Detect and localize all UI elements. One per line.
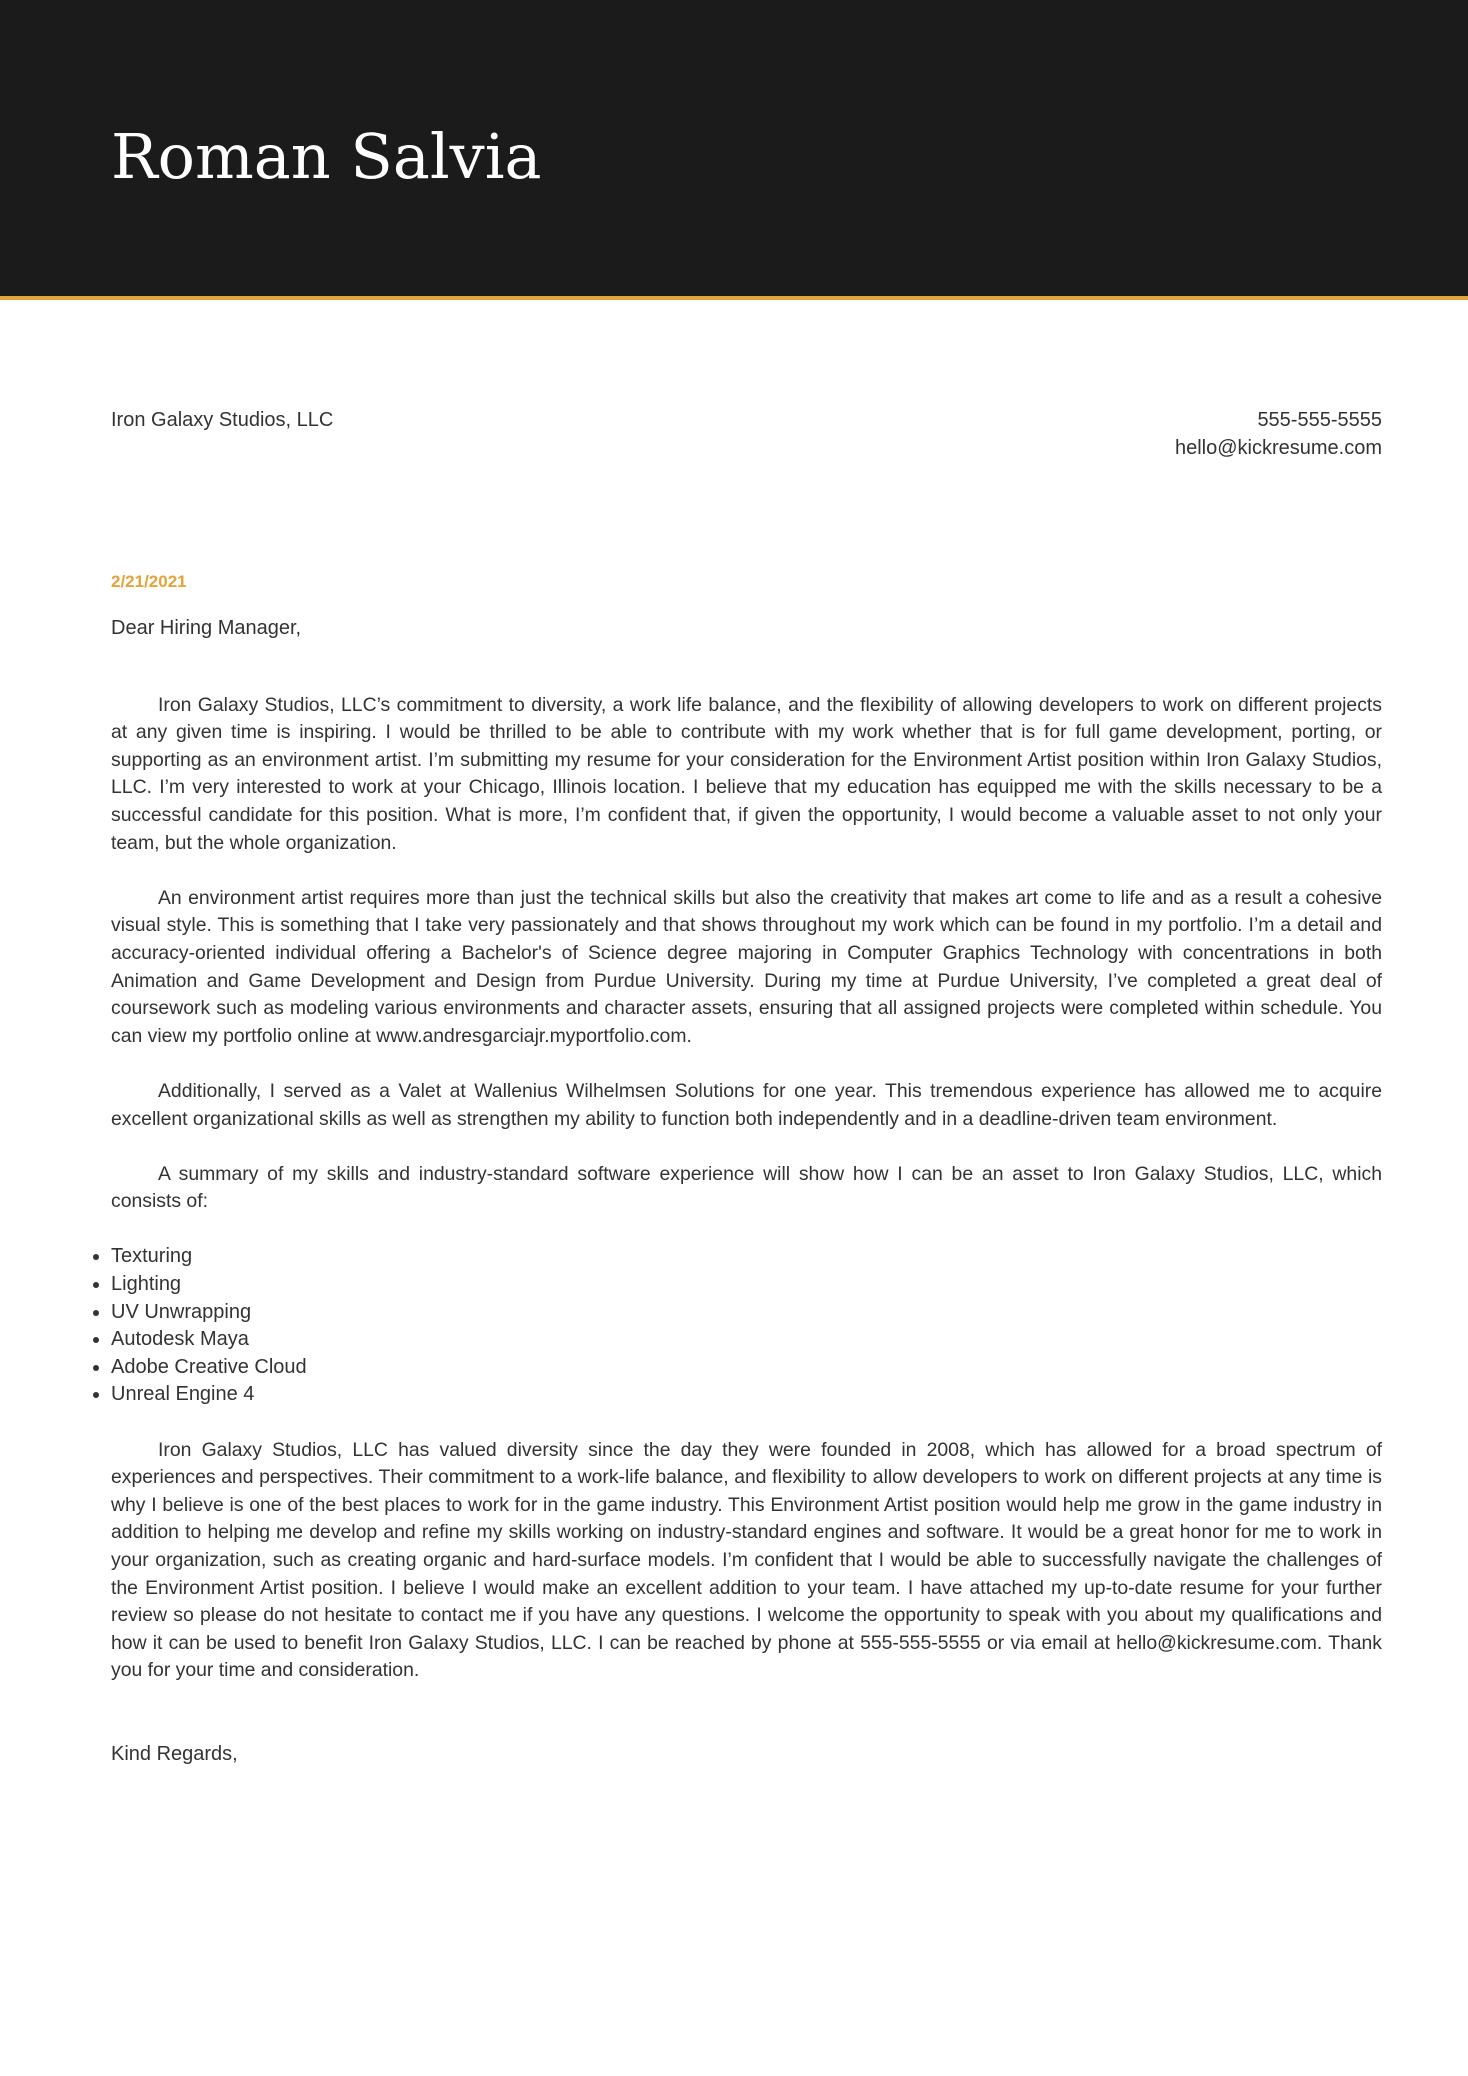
list-item: • Autodesk Maya <box>111 1326 1382 1354</box>
list-item: • Texturing <box>111 1243 1382 1271</box>
author-name: Roman Salvia <box>111 120 542 193</box>
address-row <box>111 407 1382 572</box>
greeting: Dear Hiring Manager, <box>111 617 302 639</box>
list-item: • UV Unwrapping <box>111 1299 1382 1327</box>
paragraph-skills-intro: A summary of my skills and industry-standard software experience will show how I can be an asset to Iron Galaxy Studios, LLC, which consists of: <box>111 1162 1382 1213</box>
skills-list <box>111 1243 1382 1409</box>
list-item: • Lighting <box>111 1271 1382 1299</box>
list-item: • Adobe Creative Cloud <box>111 1354 1382 1382</box>
recipient-company: Iron Galaxy Studios, LLC <box>111 409 334 431</box>
contact-block <box>1175 407 1382 462</box>
header-banner <box>0 0 1468 300</box>
list-item: • Unreal Engine 4 <box>111 1381 1382 1409</box>
paragraph-valet: Additionally, I served as a Valet at Wallenius Wilhelmsen Solutions for one year. This tremendous experience has allowed me to acquire excellent organizational skills as well as strengthen my ability to function both independently and in a deadline-driven team environment. <box>111 1079 1382 1130</box>
paragraph-experience: An environment artist requires more than just the technical skills but also the creativity that makes art come to life and as a result a cohesive visual style. This is something that I take very passionately and that shows throughout my work which can be found in my portfolio. I’m a detail and accuracy-oriented individual offering a Bachelor's of Science degree majoring in Computer Graphics Technology with concentrations in both Animation and Game Development and Design from Purdue University. During my time at Purdue University, I’ve completed a great deal of coursework such as modeling various environments and character assets, ensuring that all assigned projects were completed within schedule. You can view my portfolio online at www.andresgarciajr.myportfolio.com. <box>111 886 1382 1047</box>
paragraph-intro: Iron Galaxy Studios, LLC’s commitment to diversity, a work life balance, and the flexibility of allowing developers to work on different projects at any given time is inspiring. I would be thrilled to be able to contribute with my work whether that is for full game development, porting, or supporting as an environment artist. I’m submitting my resume for your consideration for the Environment Artist position within Iron Galaxy Studios, LLC. I’m very interested to work at your Chicago, Illinois location. I believe that my education has equipped me with the skills necessary to be a successful candidate for this position. What is more, I’m confident that, if given the opportunity, I would become a valuable asset to not only your team, but the whole organization. <box>111 693 1382 854</box>
contact-email: hello@kickresume.com <box>1174 436 1382 459</box>
letter-body <box>111 407 1382 1769</box>
sign-off: Kind Regards, <box>111 1742 238 1765</box>
contact-phone: 555-555-5555 <box>1257 409 1382 431</box>
letter-date: 2/21/2021 <box>111 572 187 591</box>
paragraph-closing: Iron Galaxy Studios, LLC has valued diversity since the day they were founded in 2008, which has allowed for a broad spectrum of experiences and perspectives. Their commitment to a work-life balance, and flexibility to allow developers to work on different projects at any time is why I believe is one of the best places to work for in the game industry. This Environment Artist position would help me grow in the game industry in addition to helping me develop and refine my skills working on industry-standard engines and software. It would be a great honor for me to work in your organization, such as creating organic and hard-surface models. I’m confident that I would be able to successfully navigate the challenges of the Environment Artist position. I believe I would make an excellent addition to your team. I have attached my up-to-date resume for your further review so please do not hesitate to contact me if you have any questions. I welcome the opportunity to speak with you about my qualifications and how it can be used to benefit Iron Galaxy Studios, LLC. I can be reached by phone at 555-555-5555 or via email at hello@kickresume.com. Thank you for your time and consideration. <box>111 1438 1382 1682</box>
